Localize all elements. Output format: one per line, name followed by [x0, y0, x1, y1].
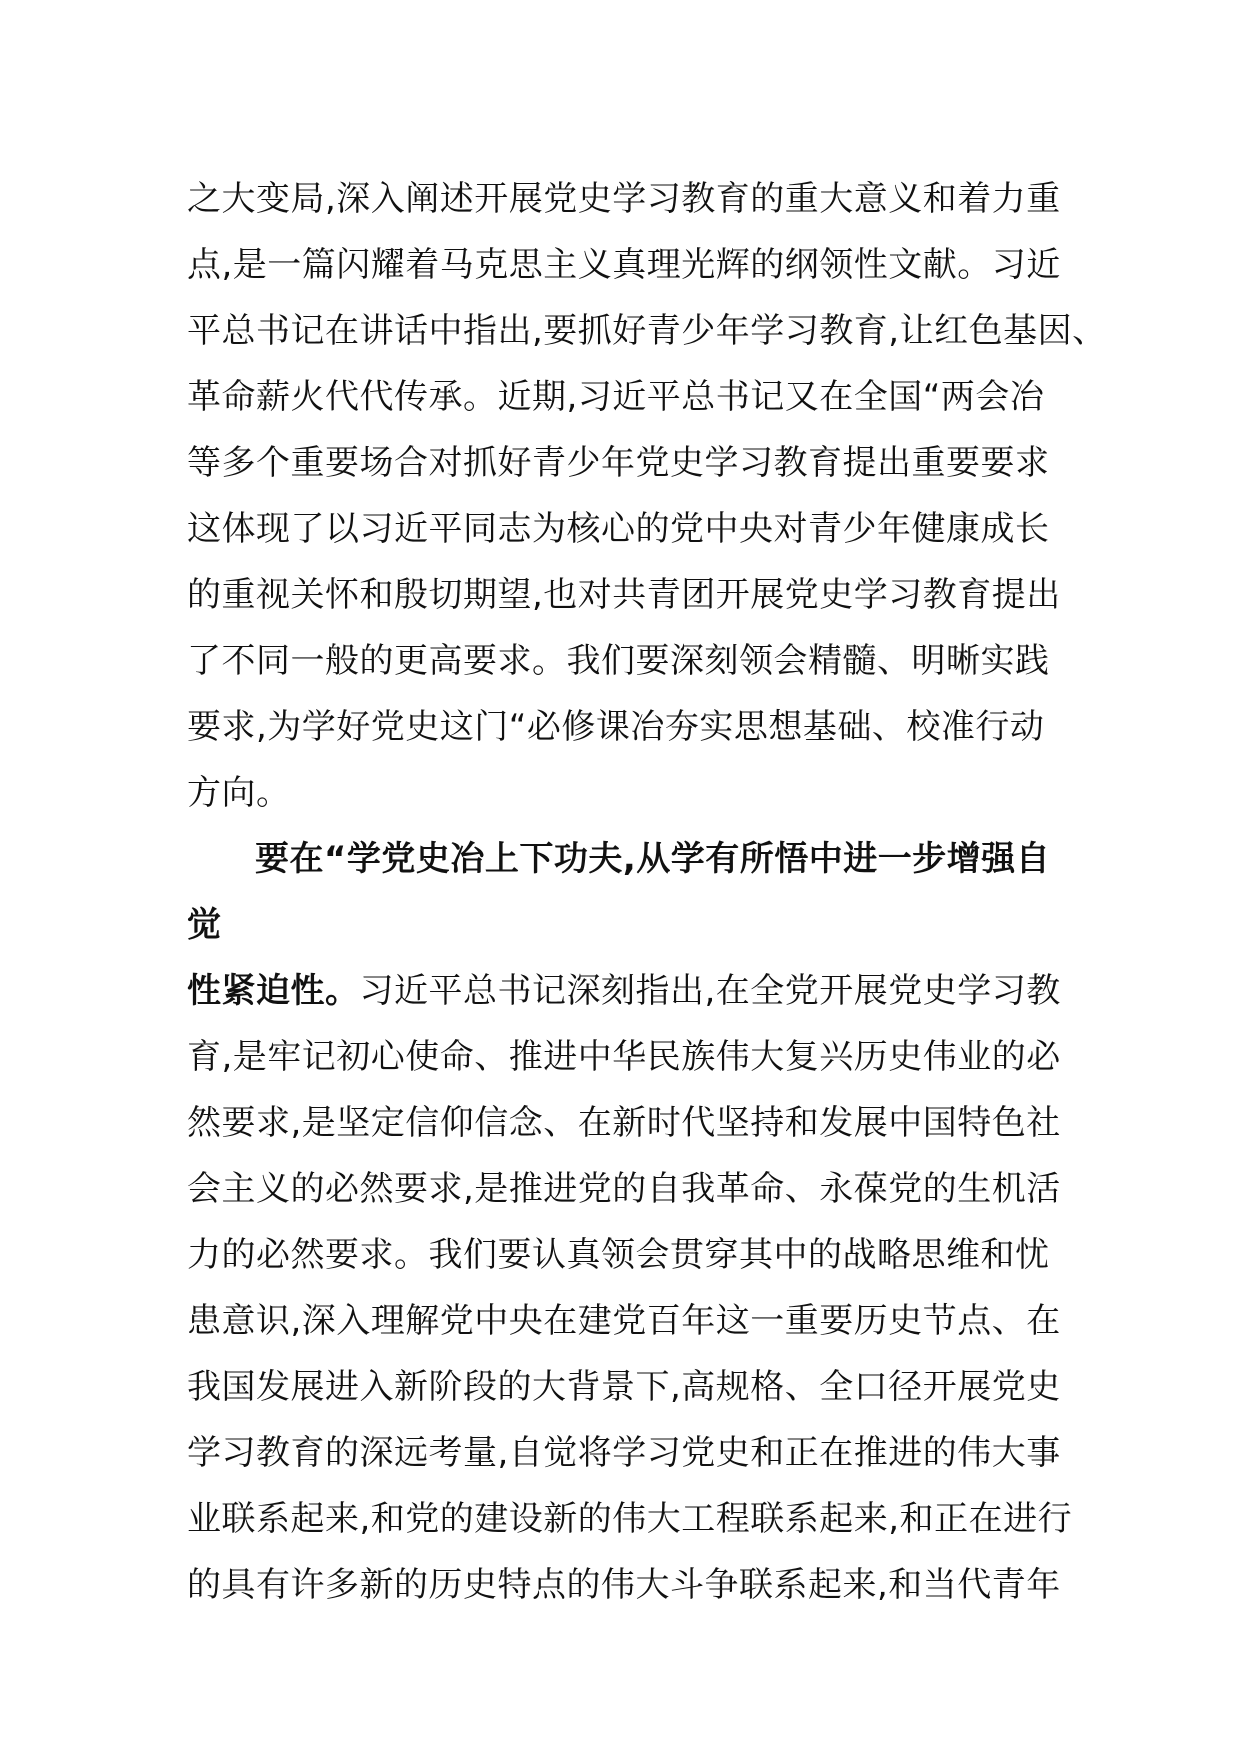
text-line: 革命薪火代代传承。近期,习近平总书记又在全国“两会冶 — [187, 377, 1045, 417]
text-line: 患意识,深入理解党中央在建党百年这一重要历史节点、在 — [187, 1301, 1061, 1341]
text-line: 方向。 — [187, 773, 291, 813]
text-line: 我国发展进入新阶段的大背景下,高规格、全口径开展党史 — [187, 1367, 1061, 1407]
lead-rest: 习近平总书记深刻指出,在全党开展党史学习教 — [359, 971, 1061, 1011]
text-line: 之大变局,深入阐述开展党史学习教育的重大意义和着力重 — [187, 179, 1061, 219]
text-line: 这体现了以习近平同志为核心的党中央对青少年健康成长 — [187, 509, 1050, 549]
text-line: 点,是一篇闪耀着马克思主义真理光辉的纲领性文献。习近 — [187, 245, 1061, 285]
paragraph-1 — [187, 166, 1107, 826]
text-line-lead — [187, 958, 1067, 1024]
document-body — [187, 166, 1107, 1618]
paragraph-2 — [187, 958, 1073, 1618]
text-line: 然要求,是坚定信仰信念、在新时代坚持和发展中国特色社 — [187, 1103, 1061, 1143]
text-line: 要求,为学好党史这门“必修课冶夯实思想基础、校准行动 — [187, 707, 1045, 747]
text-line: 的具有许多新的历史特点的伟大斗争联系起来,和当代青年 — [187, 1565, 1061, 1605]
bold-lead: 性紧迫性。 — [187, 971, 360, 1011]
heading-line: 觉 — [187, 905, 222, 945]
text-line: 学习教育的深远考量,自觉将学习党史和正在推进的伟大事 — [187, 1433, 1061, 1473]
text-line: 平总书记在讲话中指出,要抓好青少年学习教育,让红色基因、 — [187, 311, 1107, 351]
text-line: 了不同一般的更高要求。我们要深刻领会精髓、明晰实践 — [187, 641, 1050, 681]
text-line: 会主义的必然要求,是推进党的自我革命、永葆党的生机活 — [187, 1169, 1061, 1209]
text-line: 的重视关怀和殷切期望,也对共青团开展党史学习教育提出 — [187, 575, 1061, 615]
text-line: 等多个重要场合对抓好青少年党史学习教育提出重要要求 — [187, 443, 1050, 483]
section-heading — [187, 826, 1067, 958]
heading-line: 要在“学党史冶上下功夫,从学有所悟中进一步增强自 — [255, 839, 1051, 879]
text-line: 业联系起来,和党的建设新的伟大工程联系起来,和正在进行 — [187, 1499, 1073, 1539]
text-line: 育,是牢记初心使命、推进中华民族伟大复兴历史伟业的必 — [187, 1037, 1061, 1077]
text-line: 力的必然要求。我们要认真领会贯穿其中的战略思维和忧 — [187, 1235, 1050, 1275]
